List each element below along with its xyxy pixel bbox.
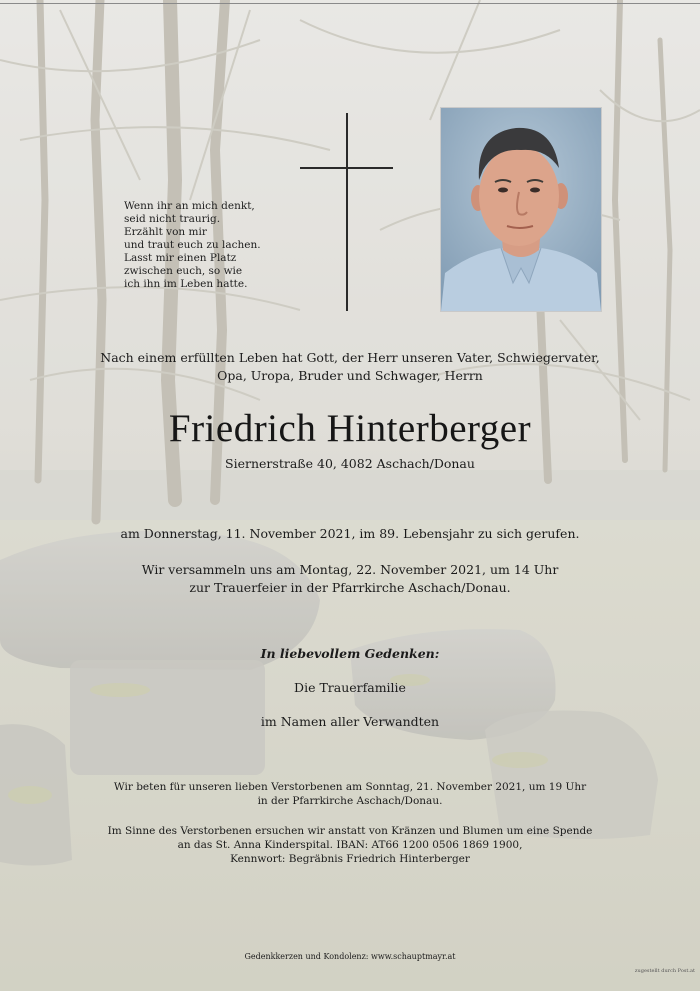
poem-line: seid nicht traurig.: [124, 213, 221, 225]
death-notice: am Donnerstag, 11. November 2021, im 89. Lebensjahr zu sich gerufen.: [120, 526, 580, 541]
poem-line: Erzählt von mir: [124, 226, 207, 238]
family-signature: Die Trauerfamilie: [294, 680, 406, 695]
prayer-line: in der Pfarrkirche Aschach/Donau.: [257, 795, 443, 807]
relatives-signature: im Namen aller Verwandten: [260, 714, 440, 729]
memory-heading: In liebevollem Gedenken:: [260, 646, 440, 661]
poem: [124, 200, 284, 291]
deceased-address: Siernerstraße 40, 4082 Aschach/Donau: [225, 456, 475, 471]
funeral-service-info: [0, 561, 700, 597]
intro-text: [0, 349, 700, 385]
poem-line: zwischen euch, so wie: [124, 265, 243, 277]
cross-icon-vertical: [346, 113, 348, 311]
donation-line: Im Sinne des Verstorbenen ersuchen wir anstatt von Kränzen und Blumen um eine Spende: [107, 825, 593, 837]
cross-icon-horizontal: [300, 167, 393, 169]
top-border-line: [0, 3, 700, 4]
service-line: Wir versammeln uns am Montag, 22. November 2021, um 14 Uhr: [141, 562, 559, 577]
prayer-info: [0, 780, 700, 808]
donation-line: Kennwort: Begräbnis Friedrich Hinterberger: [230, 853, 470, 865]
poem-line: und traut euch zu lachen.: [124, 239, 261, 251]
portrait-photo: [440, 107, 602, 312]
condolence-footer: Gedenkkerzen und Kondolenz: www.schauptmayr.at: [244, 952, 456, 961]
prayer-line: Wir beten für unseren lieben Verstorbenen am Sonntag, 21. November 2021, um 19 Uhr: [113, 781, 587, 793]
deceased-name: Friedrich Hinterberger: [168, 407, 532, 450]
donation-request: [0, 824, 700, 866]
intro-line: Nach einem erfüllten Leben hat Gott, der Herr unseren Vater, Schwiegervater,: [100, 350, 600, 365]
poem-line: Wenn ihr an mich denkt,: [124, 200, 255, 212]
poem-line: Lasst mir einen Platz: [124, 252, 237, 264]
poem-line: ich ihn im Leben hatte.: [124, 278, 248, 290]
delivery-credit: zugestellt durch Post.at: [634, 968, 695, 974]
intro-line: Opa, Uropa, Bruder und Schwager, Herrn: [217, 368, 483, 383]
service-line: zur Trauerfeier in der Pfarrkirche Aschach/Donau.: [189, 580, 511, 595]
donation-line: an das St. Anna Kinderspital. IBAN: AT66 1200 0506 1869 1900,: [177, 839, 523, 851]
